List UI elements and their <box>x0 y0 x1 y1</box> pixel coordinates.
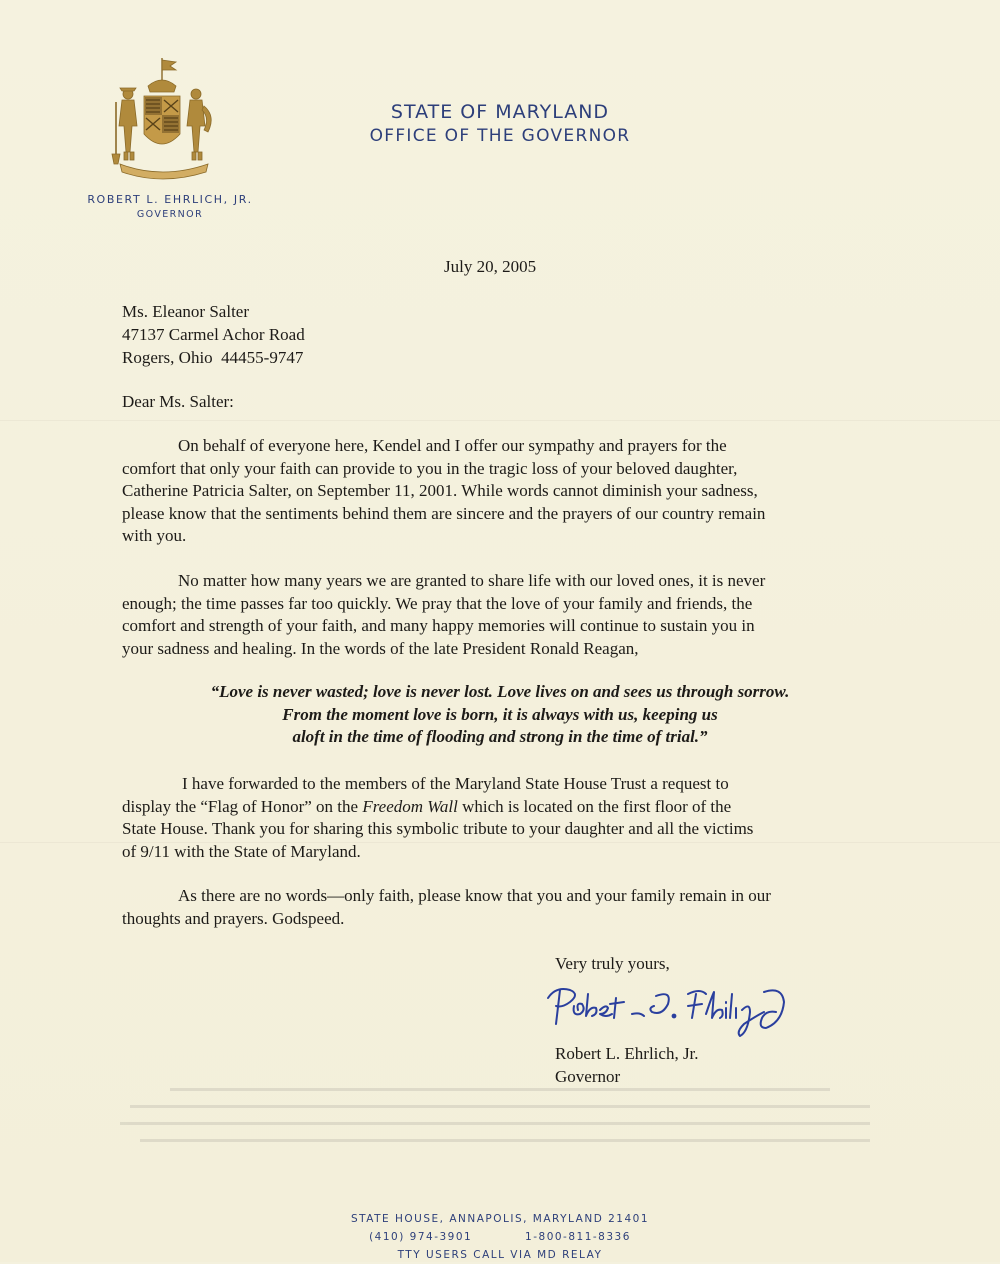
footer-phones <box>250 1228 750 1246</box>
paragraph-3-text: I have forwarded to the members of the Maryland State House Trust a request to display the “Flag of Honor” on the <box>122 774 729 816</box>
governor-name: ROBERT L. EHRLICH, JR. <box>87 193 253 206</box>
body-paragraph-4: As there are no words—only faith, please know that you and your family remain in our thoughts and prayers. Godspeed. <box>122 886 771 928</box>
footer-phone-toll-free: 1-800-811-8336 <box>525 1231 631 1243</box>
handwritten-signature <box>536 972 816 1044</box>
footer-phone-local: (410) 974-3901 <box>369 1231 473 1243</box>
recipient-name: Ms. Eleanor Salter <box>122 302 249 321</box>
signer-title: Governor <box>555 1067 621 1086</box>
freedom-wall-emphasis: Freedom Wall <box>362 796 458 816</box>
salutation: Dear Ms. Salter: <box>122 392 234 411</box>
letterhead-footer <box>250 1210 750 1264</box>
body-paragraph-2: No matter how many years we are granted to share life with our loved ones, it is never enough; the time passes far too quickly. We pray that the love of your family and friends, the comfort and strength of your faith, and many happy memories will continue to sustain you in your sadness and healing. In the words of the late President Ronald Reagan, <box>122 571 766 658</box>
footer-tty: TTY USERS CALL VIA MD RELAY <box>397 1249 603 1261</box>
closing: Very truly yours, <box>555 954 670 973</box>
letterhead-title <box>340 100 660 148</box>
governor-block <box>45 192 295 222</box>
recipient-city: Rogers, Ohio 44455-9747 <box>122 348 304 367</box>
body-paragraph-3 <box>122 773 882 863</box>
letterhead-state: STATE OF MARYLAND <box>390 101 610 123</box>
footer-address: STATE HOUSE, ANNAPOLIS, MARYLAND 21401 <box>350 1213 650 1225</box>
paragraph-3-text-continued: which is located on the first floor of the State House. Thank you for sharing this symbolic tribute to your daughter and all the victims of 9/11 with the State of Maryland. <box>122 796 754 861</box>
reagan-quote: “Love is never wasted; love is never lost. Love lives on and sees us through sorrow. From the moment love is born, it is always with us, keeping us aloft in the time of flooding and strong in the time of trial.” <box>210 682 790 746</box>
maryland-great-seal-icon <box>104 56 234 184</box>
letter-date: July 20, 2005 <box>444 257 537 276</box>
paper-fold <box>0 420 1000 421</box>
signer-name: Robert L. Ehrlich, Jr. <box>555 1044 699 1063</box>
body-paragraph-1: On behalf of everyone here, Kendel and I offer our sympathy and prayers for the comfort that only your faith can provide to you in the tragic loss of your beloved daughter, Catherine Patricia Salter, on September 11, 2001. While words cannot diminish your sadness, please know that the sentiments behind them are sincere and the prayers of our country remain with you. <box>122 436 766 545</box>
reverse-side-show-through <box>110 1082 870 1162</box>
letterhead-office: OFFICE OF THE GOVERNOR <box>369 126 631 146</box>
recipient-street: 47137 Carmel Achor Road <box>122 325 305 344</box>
governor-title: GOVERNOR <box>136 209 204 220</box>
recipient-address <box>122 300 305 369</box>
